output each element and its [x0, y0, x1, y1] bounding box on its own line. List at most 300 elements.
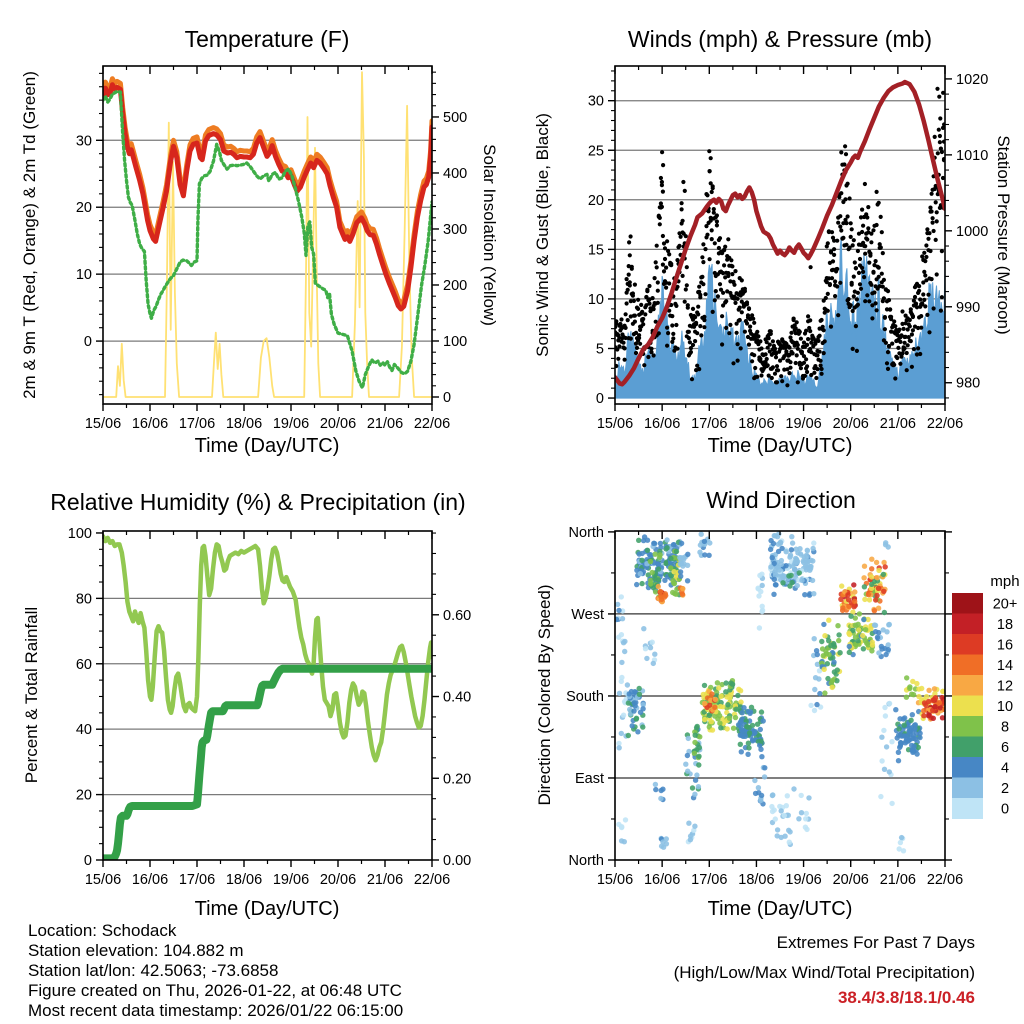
gust-dot	[824, 296, 828, 300]
gust-dot	[664, 266, 668, 270]
gust-dot	[661, 190, 665, 194]
gust-dot	[896, 346, 900, 350]
colorbar-label: 6	[1000, 739, 1010, 756]
gust-dot	[743, 330, 747, 334]
gust-dot	[713, 241, 717, 245]
winds-chart	[588, 66, 988, 432]
x-tick-label: 19/06	[272, 416, 310, 432]
wind-direction-dot	[746, 709, 751, 714]
wind-direction-dot	[709, 719, 714, 724]
gust-dot	[815, 353, 819, 357]
gust-dot	[924, 255, 928, 259]
gust-dot	[623, 346, 627, 350]
wind-direction-dot	[819, 639, 824, 644]
wind-direction-dot	[745, 752, 750, 757]
wind-direction-dot	[648, 559, 653, 564]
wind-direction-dot	[615, 602, 620, 607]
gust-dot	[863, 244, 867, 248]
gust-dot	[879, 215, 883, 219]
gust-dot	[836, 221, 840, 225]
wind-direction-dot	[674, 549, 679, 554]
wind-direction-dot	[822, 690, 827, 695]
gust-dot	[908, 324, 912, 328]
gust-dot	[877, 201, 881, 205]
gust-dot	[867, 261, 871, 265]
wind-direction-dot	[886, 622, 891, 627]
wind-direction-dot	[652, 576, 657, 581]
x-tick-label: 18/06	[738, 416, 775, 432]
wind-direction-dot	[847, 644, 852, 649]
gust-dot	[683, 300, 687, 304]
wind-direction-dot	[709, 691, 714, 696]
gust-dot	[630, 267, 634, 271]
wind-direction-dot	[755, 722, 760, 727]
wind-direction-dot	[715, 680, 720, 685]
wind-direction-dot	[867, 597, 872, 602]
gust-dot	[868, 252, 872, 256]
most-recent-data-timestamp: Most recent data timestamp: 2026/01/22 06:15:00	[28, 1001, 404, 1020]
gust-dot	[633, 283, 637, 287]
wind-direction-dot	[651, 661, 656, 666]
gust-dot	[852, 294, 856, 298]
gust-dot	[693, 339, 697, 343]
gust-dot	[871, 228, 875, 232]
gust-dot	[656, 301, 660, 305]
wind-direction-dot	[852, 599, 857, 604]
gust-dot	[884, 341, 888, 345]
wind-direction-dot	[617, 745, 622, 750]
gust-dot	[775, 364, 779, 368]
gust-dot	[850, 227, 854, 231]
gust-dot	[872, 290, 876, 294]
gust-dot	[938, 116, 942, 120]
wind-direction-dot	[680, 592, 685, 597]
gust-dot	[663, 257, 667, 261]
gust-dot	[683, 189, 687, 193]
gust-dot	[813, 342, 817, 346]
wind-direction-dot	[883, 713, 888, 718]
gust-dot	[753, 366, 757, 370]
gust-dot	[833, 279, 837, 283]
gust-dot	[662, 269, 666, 273]
gust-dot	[679, 235, 683, 239]
x-tick-label: 18/06	[738, 872, 775, 888]
wind-direction-dot	[731, 726, 736, 731]
wind-direction-dot	[921, 713, 926, 718]
wind-direction-dot	[668, 556, 673, 561]
gust-dot	[930, 209, 934, 213]
wind-direction-dot	[775, 827, 780, 832]
station-location: Location: Schodack	[28, 921, 177, 940]
wind-direction-dot	[686, 736, 691, 741]
gust-dot	[740, 278, 744, 282]
wind-direction-dot	[862, 584, 867, 589]
x-tick-label: 19/06	[272, 872, 310, 888]
gust-dot	[667, 252, 671, 256]
gust-dot	[745, 321, 749, 325]
x-tick-label: 18/06	[225, 416, 263, 432]
gust-dot	[696, 312, 700, 316]
gust-dot	[796, 343, 800, 347]
wind-direction-dot	[702, 683, 707, 688]
gust-dot	[695, 331, 699, 335]
wind-direction-dot	[908, 718, 913, 723]
gust-dot	[869, 240, 873, 244]
gust-dot	[932, 229, 936, 233]
wind-direction-dot	[623, 817, 628, 822]
y-tick-label: 0	[83, 334, 92, 351]
wind-direction-dot	[760, 583, 765, 588]
wind-direction-dot	[826, 652, 831, 657]
wind-direction-dot	[653, 787, 658, 792]
wind-direction-dot	[698, 542, 703, 547]
gust-dot	[875, 190, 879, 194]
gust-dot	[919, 314, 923, 318]
gust-dot	[755, 375, 759, 379]
wind-direction-dot	[680, 586, 685, 591]
wind-direction-dot	[931, 697, 936, 702]
wind-direction-dot	[713, 697, 718, 702]
humidity-xaxis-label: Time (Day/UTC)	[194, 898, 340, 920]
wind-direction-dot	[811, 591, 816, 596]
colorbar-block	[952, 778, 983, 799]
wind-direction-dot	[879, 735, 884, 740]
gust-dot	[818, 350, 822, 354]
gust-dot	[871, 271, 875, 275]
wind-direction-dot	[663, 561, 668, 566]
gust-dot	[674, 323, 678, 327]
y-right-tick-label: 0.00	[443, 853, 472, 869]
wind-direction-dot	[896, 758, 901, 763]
gust-dot	[856, 303, 860, 307]
gust-dot	[687, 336, 691, 340]
wind-direction-dot	[772, 577, 777, 582]
x-tick-label: 20/06	[832, 416, 869, 432]
gust-dot	[739, 346, 743, 350]
wind-direction-dot	[757, 573, 762, 578]
wind-direction-dot	[876, 568, 881, 573]
colorbar-block	[952, 655, 983, 676]
gust-dot	[616, 357, 620, 361]
gust-dot	[765, 357, 769, 361]
wind-direction-dot	[653, 589, 658, 594]
wind-direction-dot	[746, 741, 751, 746]
gust-dot	[732, 283, 736, 287]
gust-dot	[677, 244, 681, 248]
wind-direction-dot	[660, 787, 665, 792]
wind-direction-dot	[798, 551, 803, 556]
colorbar-block	[952, 675, 983, 696]
wind-direction-dot	[887, 701, 892, 706]
gust-dot	[798, 330, 802, 334]
gust-dot	[917, 289, 921, 293]
colorbar-block	[952, 634, 983, 655]
wind-direction-dot	[817, 691, 822, 696]
wind-direction-dot	[779, 562, 784, 567]
wind-direction-dot	[806, 795, 811, 800]
gust-dot	[882, 296, 886, 300]
gust-dot	[874, 259, 878, 263]
gust-dot	[877, 275, 881, 279]
gust-dot	[830, 276, 834, 280]
station-elevation: Station elevation: 104.882 m	[28, 941, 244, 960]
gust-dot	[723, 245, 727, 249]
x-tick-label: 21/06	[879, 872, 917, 888]
gust-dot	[667, 281, 671, 285]
gust-dot	[658, 216, 662, 220]
gust-dot	[851, 347, 855, 351]
colorbar-title: mph	[990, 573, 1020, 590]
y-right-tick-label: 0.40	[443, 689, 472, 706]
wind-direction-dot	[851, 582, 856, 587]
gust-dot	[736, 342, 740, 346]
gust-dot	[715, 219, 719, 223]
wind-direction-dot	[681, 556, 686, 561]
gust-dot	[803, 374, 807, 378]
wind-direction-dot	[782, 813, 787, 818]
gust-dot	[691, 343, 695, 347]
wind-direction-dot	[636, 538, 641, 543]
wind-direction-dot	[926, 713, 931, 718]
wind-direction-dot	[832, 669, 837, 674]
wind-direction-dot	[804, 811, 809, 816]
gust-dot	[940, 249, 944, 253]
gust-dot	[730, 272, 734, 276]
wind-direction-dot	[855, 622, 860, 627]
wind-direction-dot	[619, 660, 624, 665]
wind-direction-dot	[725, 726, 730, 731]
wind-direction-dot	[616, 635, 621, 640]
y-right-tick-label: 100	[443, 333, 468, 350]
gust-dot	[814, 376, 818, 380]
gust-dot	[921, 292, 925, 296]
wind-direction-dot	[617, 691, 622, 696]
wind-direction-dot	[917, 735, 922, 740]
gust-dot	[909, 307, 913, 311]
y-tick-label: 0	[83, 853, 92, 869]
y-tick-label: West	[571, 606, 604, 623]
wind-direction-dot	[862, 564, 867, 569]
gust-dot	[847, 297, 851, 301]
wind-direction-dot	[879, 758, 884, 763]
gust-dot	[799, 337, 803, 341]
gust-dot	[861, 224, 865, 228]
colorbar-label: 2	[1000, 780, 1010, 797]
wind-direction-dot	[626, 700, 631, 705]
gust-dot	[877, 266, 881, 270]
wind-direction-dot	[839, 583, 844, 588]
wind-direction-dot	[693, 733, 698, 738]
gust-dot	[880, 230, 884, 234]
wind-direction-dot	[758, 727, 763, 732]
wind-direction-dot	[874, 560, 879, 565]
wind-direction-dot	[775, 534, 780, 539]
gust-dot	[697, 367, 701, 371]
y-right-tick-label: 0.60	[443, 607, 472, 624]
gust-dot	[928, 249, 932, 253]
x-tick-label: 21/06	[366, 872, 404, 888]
wind-direction-dot	[870, 642, 875, 647]
gust-dot	[818, 334, 822, 338]
y-tick-label: 10	[587, 291, 604, 308]
colorbar-block	[952, 696, 983, 717]
gust-dot	[852, 275, 856, 279]
wind-direction-dot	[799, 578, 804, 583]
extremes-title: Extremes For Past 7 Days	[776, 933, 975, 952]
wind-direction-dot	[718, 725, 723, 730]
gust-dot	[866, 226, 870, 230]
wind-direction-dot	[847, 650, 852, 655]
y-right-tick-label: 980	[956, 375, 981, 392]
colorbar-block	[952, 614, 983, 635]
wind-direction-dot	[897, 745, 902, 750]
gust-dot	[912, 347, 916, 351]
wind-direction-dot	[816, 676, 821, 681]
wind-direction-dot	[792, 561, 797, 566]
humidity-chart-title: Relative Humidity (%) & Precipitation (in)	[50, 489, 466, 515]
wind-direction-dot	[932, 686, 937, 691]
wind-direction-dot	[690, 785, 695, 790]
gust-dot	[717, 246, 721, 250]
wind-direction-dot	[671, 542, 676, 547]
gust-dot	[659, 176, 663, 180]
wind-direction-dot	[650, 640, 655, 645]
gust-dot	[917, 284, 921, 288]
gust-dot	[937, 128, 941, 132]
colorbar-block	[952, 716, 983, 737]
gust-dot	[684, 287, 688, 291]
gust-dot	[624, 312, 628, 316]
gust-dot	[832, 247, 836, 251]
gust-dot	[870, 316, 874, 320]
gust-dot	[935, 87, 939, 91]
gust-dot	[849, 235, 853, 239]
gust-dot	[926, 237, 930, 241]
wind-direction-dot	[864, 641, 869, 646]
wind-direction-dot	[886, 647, 891, 652]
wind-direction-dot	[697, 745, 702, 750]
gust-dot	[893, 324, 897, 328]
gust-dot	[637, 336, 641, 340]
wind-direction-dot	[869, 574, 874, 579]
gust-dot	[865, 293, 869, 297]
wind-direction-dot	[875, 635, 880, 640]
wind-direction-dot	[913, 736, 918, 741]
wind-direction-dot	[685, 769, 690, 774]
y-right-tick-label: 200	[443, 277, 468, 294]
gust-dot	[926, 293, 930, 297]
gust-dot	[849, 221, 853, 225]
wind-direction-dot	[826, 618, 831, 623]
wind-direction-dot	[741, 705, 746, 710]
gust-dot	[656, 280, 660, 284]
wind-direction-dot	[896, 726, 901, 731]
wind-direction-dot	[772, 807, 777, 812]
gust-dot	[862, 275, 866, 279]
gust-dot	[735, 331, 739, 335]
gust-dot	[900, 309, 904, 313]
gust-dot	[769, 329, 773, 333]
gust-dot	[816, 339, 820, 343]
wind-direction-dot	[768, 547, 773, 552]
y-right-tick-label: 1000	[956, 223, 989, 240]
gust-dot	[697, 285, 701, 289]
wind-direction-dot	[840, 608, 845, 613]
wind-direction-dot	[761, 718, 766, 723]
gust-dot	[665, 239, 669, 243]
wind-direction-dot	[739, 733, 744, 738]
gust-dot	[885, 361, 889, 365]
wind-direction-dot	[762, 765, 767, 770]
wind-direction-dot	[738, 742, 743, 747]
wind-direction-dot	[875, 575, 880, 580]
wind-direction-dot	[869, 582, 874, 587]
gust-dot	[820, 372, 824, 376]
gust-dot	[636, 307, 640, 311]
wind-direction-dot	[771, 592, 776, 597]
gust-dot	[882, 278, 886, 282]
gust-dot	[718, 236, 722, 240]
colorbar-label: 4	[1000, 760, 1010, 777]
wind-direction-dot	[770, 792, 775, 797]
wind-direction-dot	[812, 636, 817, 641]
wind-direction-dot	[797, 570, 802, 575]
wind-direction-dot	[889, 739, 894, 744]
gust-dot	[643, 312, 647, 316]
wind-direction-dot	[878, 794, 883, 799]
colorbar-label: 10	[996, 698, 1014, 715]
wind-direction-dot	[787, 583, 792, 588]
wind-direction-dot	[641, 538, 646, 543]
wind-direction-dot	[893, 707, 898, 712]
gust-dot	[846, 214, 850, 218]
x-tick-label: 17/06	[178, 872, 216, 888]
wind-direction-dot	[811, 540, 816, 545]
gust-dot	[858, 282, 862, 286]
gust-dot	[710, 228, 714, 232]
gust-dot	[858, 257, 862, 261]
figure-created-timestamp: Figure created on Thu, 2026-01-22, at 06:48 UTC	[28, 981, 402, 1000]
wind-direction-dot	[757, 625, 762, 630]
wind-direction-dot	[861, 617, 866, 622]
gust-dot	[839, 150, 843, 154]
gust-dot	[888, 307, 892, 311]
gust-dot	[922, 298, 926, 302]
wind-direction-dot	[845, 592, 850, 597]
wind-direction-dot	[685, 753, 690, 758]
gust-dot	[645, 289, 649, 293]
wind-direction-dot	[876, 586, 881, 591]
wind-direction-dot	[857, 611, 862, 616]
wind-direction-dot	[787, 829, 792, 834]
gust-dot	[698, 293, 702, 297]
gust-dot	[671, 336, 675, 340]
wind-direction-dot	[784, 803, 789, 808]
gust-dot	[913, 295, 917, 299]
gust-dot	[822, 351, 826, 355]
wind-direction-dot	[619, 838, 624, 843]
gust-dot	[839, 228, 843, 232]
gust-dot	[828, 282, 832, 286]
colorbar-label: 20+	[992, 596, 1018, 613]
y-tick-label: North	[568, 524, 604, 541]
wind-direction-dot	[739, 749, 744, 754]
gust-dot	[924, 243, 928, 247]
gust-dot	[743, 289, 747, 293]
gust-dot	[700, 255, 704, 259]
wind-direction-dot	[621, 640, 626, 645]
gust-dot	[856, 249, 860, 253]
